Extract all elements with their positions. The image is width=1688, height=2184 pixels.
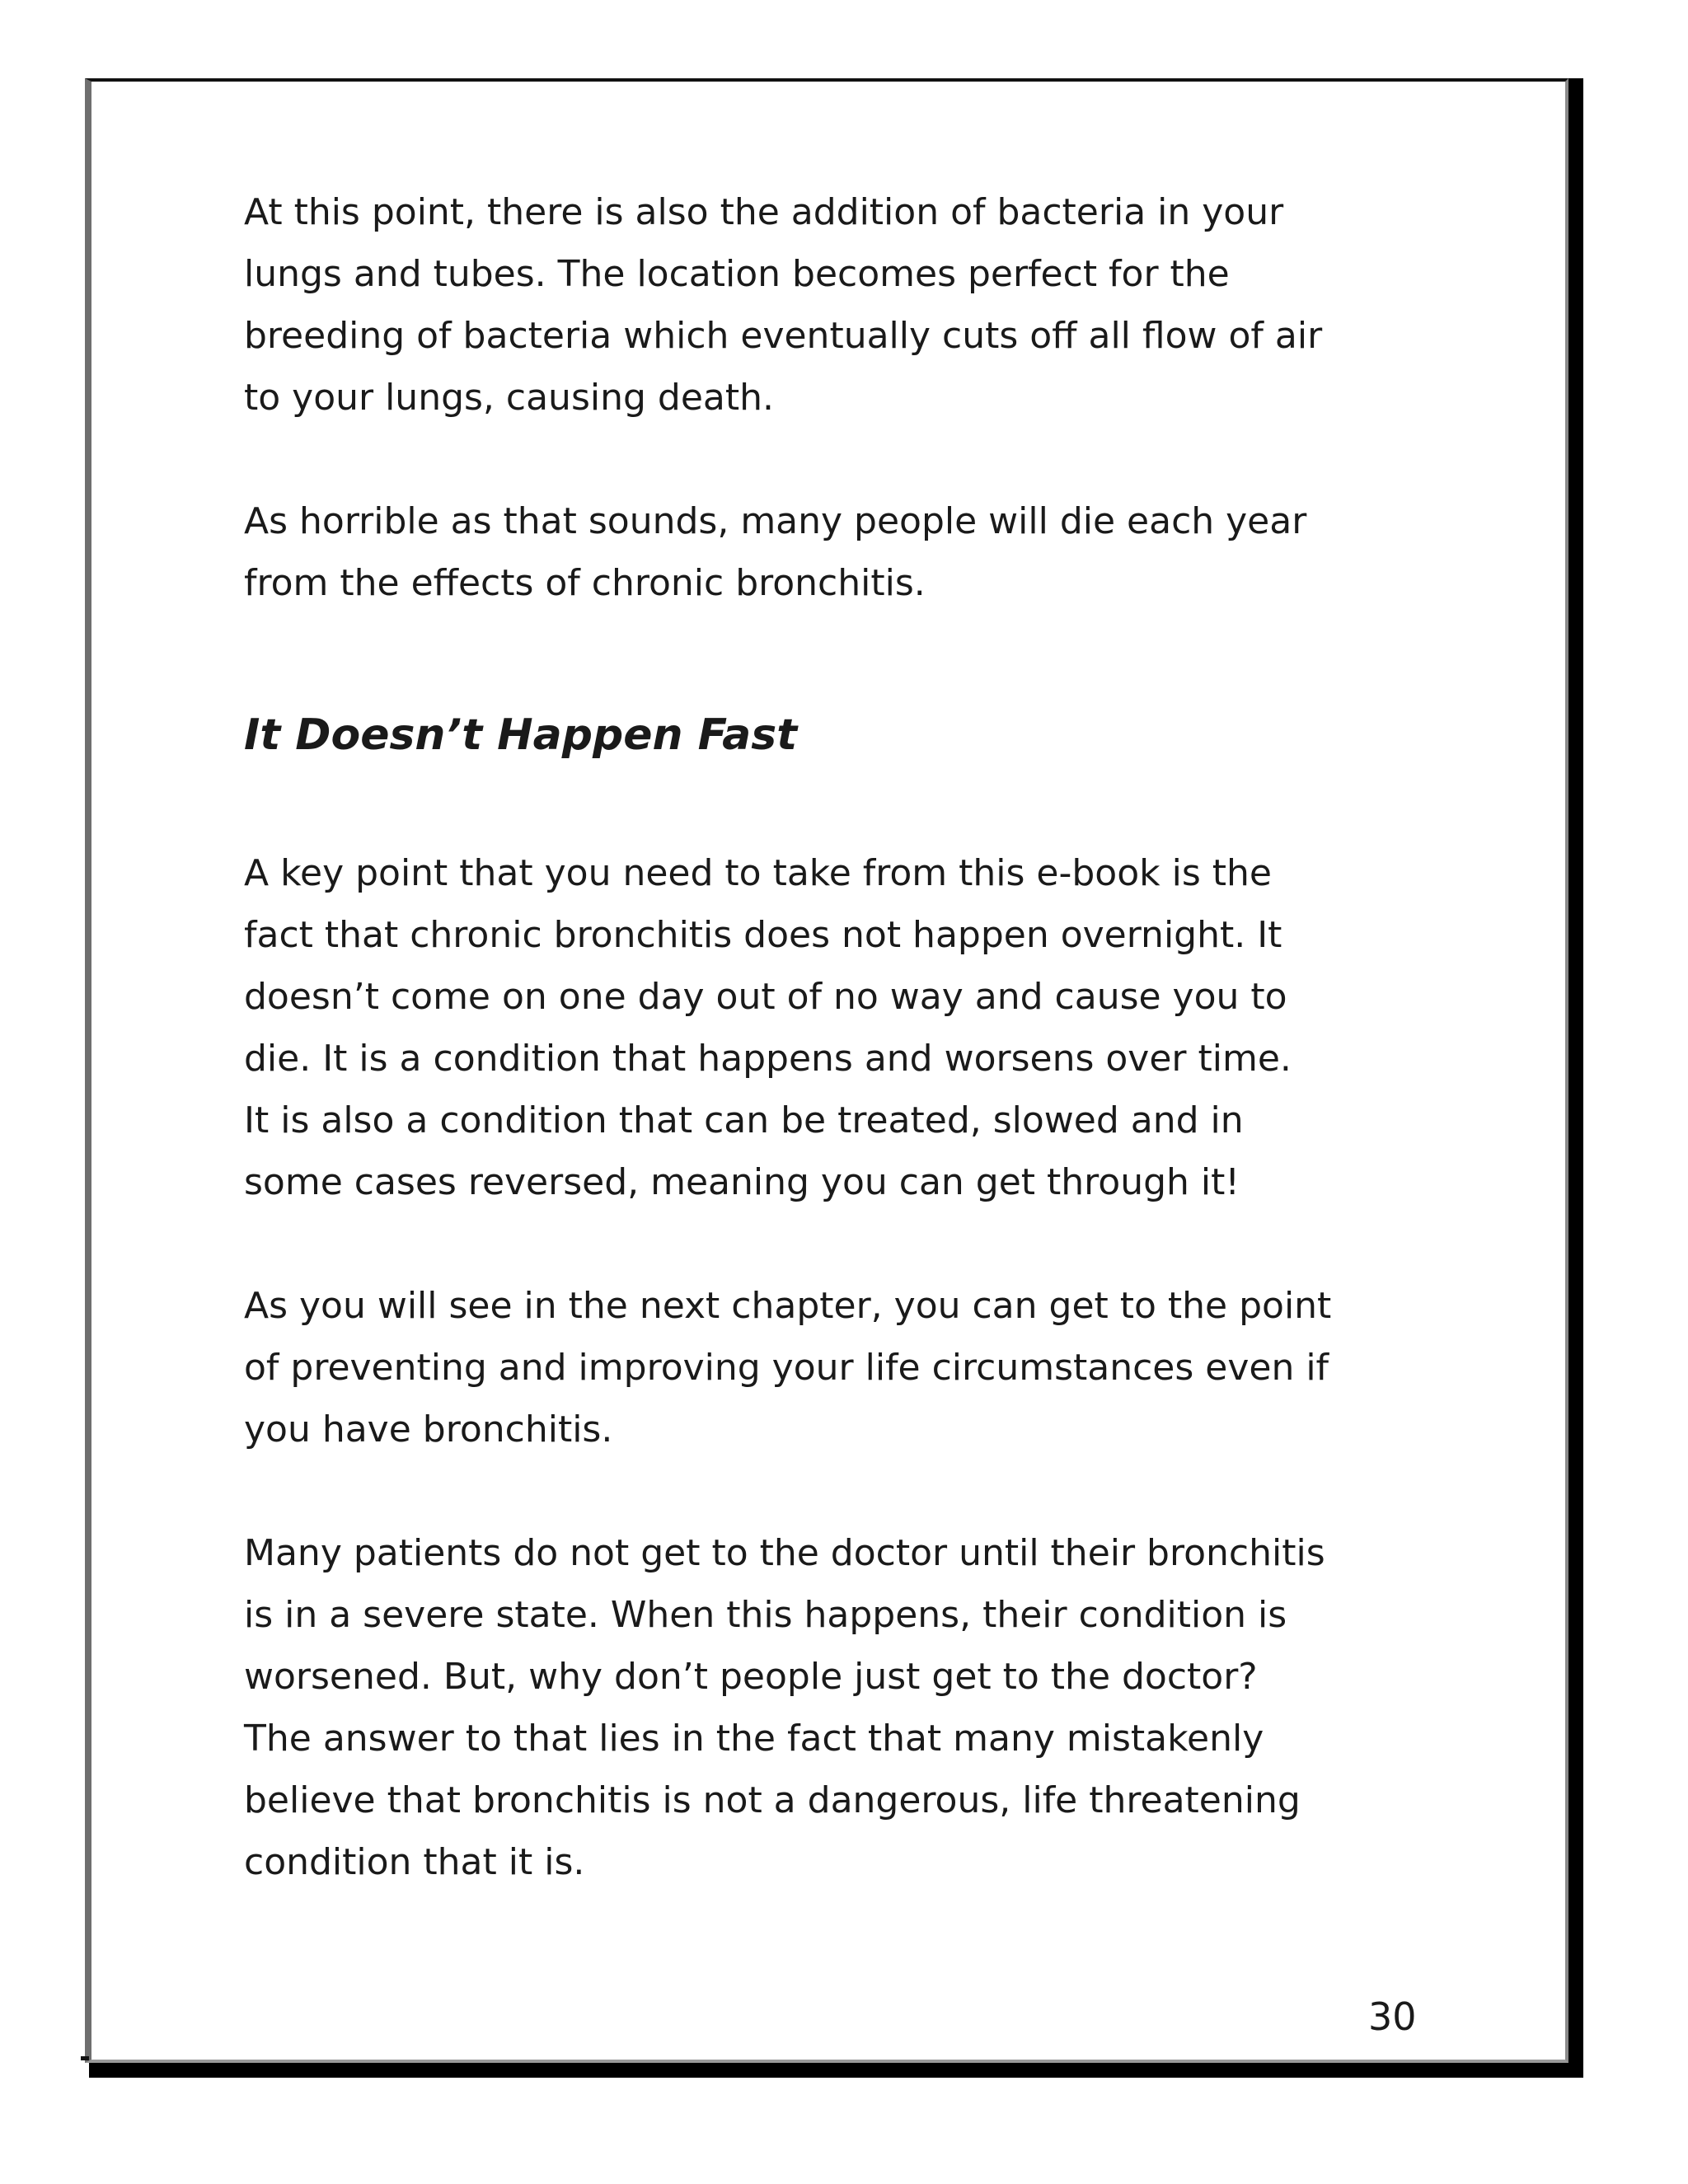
text-line: lungs and tubes. The location becomes perfect for the [244,253,1230,295]
text-line: believe that bronchitis is not a dangerous, life threatening [244,1779,1301,1821]
page-number: 30 [1368,1994,1417,2039]
body-text-bottom [244,842,1439,1955]
text-line: you have bronchitis. [244,1408,613,1451]
text-line: A key point that you need to take from this e-book is the [244,852,1272,894]
text-line: of preventing and improving your life circumstances even if [244,1347,1329,1389]
text-line: die. It is a condition that happens and worsens over time. [244,1038,1292,1080]
text-line: It is also a condition that can be treated, slowed and in [244,1099,1244,1141]
paragraph-patients [244,1522,1439,1893]
paragraph-key-point [244,842,1439,1213]
body-text-top [244,181,1439,676]
page-shadow-bottom [89,2063,1583,2078]
text-line: fact that chronic bronchitis does not happen overnight. It [244,914,1282,956]
text-line: from the effects of chronic bronchitis. [244,562,926,604]
section-heading: It Doesn’t Happen Fast [244,710,798,760]
text-line: worsened. But, why don’t people just get to the doctor? [244,1656,1258,1698]
paragraph-horrible [244,490,1439,614]
text-line: As you will see in the next chapter, you can get to the point [244,1285,1332,1327]
text-line: breeding of bacteria which eventually cuts off all flow of air [244,315,1323,357]
paragraph-next-chapter [244,1275,1439,1460]
text-line: some cases reversed, meaning you can get through it! [244,1161,1240,1203]
text-line: Many patients do not get to the doctor until their bronchitis [244,1532,1325,1574]
paragraph-bacteria [244,181,1439,429]
text-line: doesn’t come on one day out of no way and cause you to [244,976,1287,1018]
frame-corner-mark [81,2056,89,2060]
text-line: At this point, there is also the addition of bacteria in your [244,191,1284,233]
text-line: is in a severe state. When this happens, their condition is [244,1594,1287,1636]
text-line: condition that it is. [244,1841,585,1883]
text-line: The answer to that lies in the fact that many mistakenly [244,1718,1264,1760]
text-line: As horrible as that sounds, many people will die each year [244,500,1307,542]
text-line: to your lungs, causing death. [244,377,774,419]
page-shadow-right [1568,78,1583,2077]
